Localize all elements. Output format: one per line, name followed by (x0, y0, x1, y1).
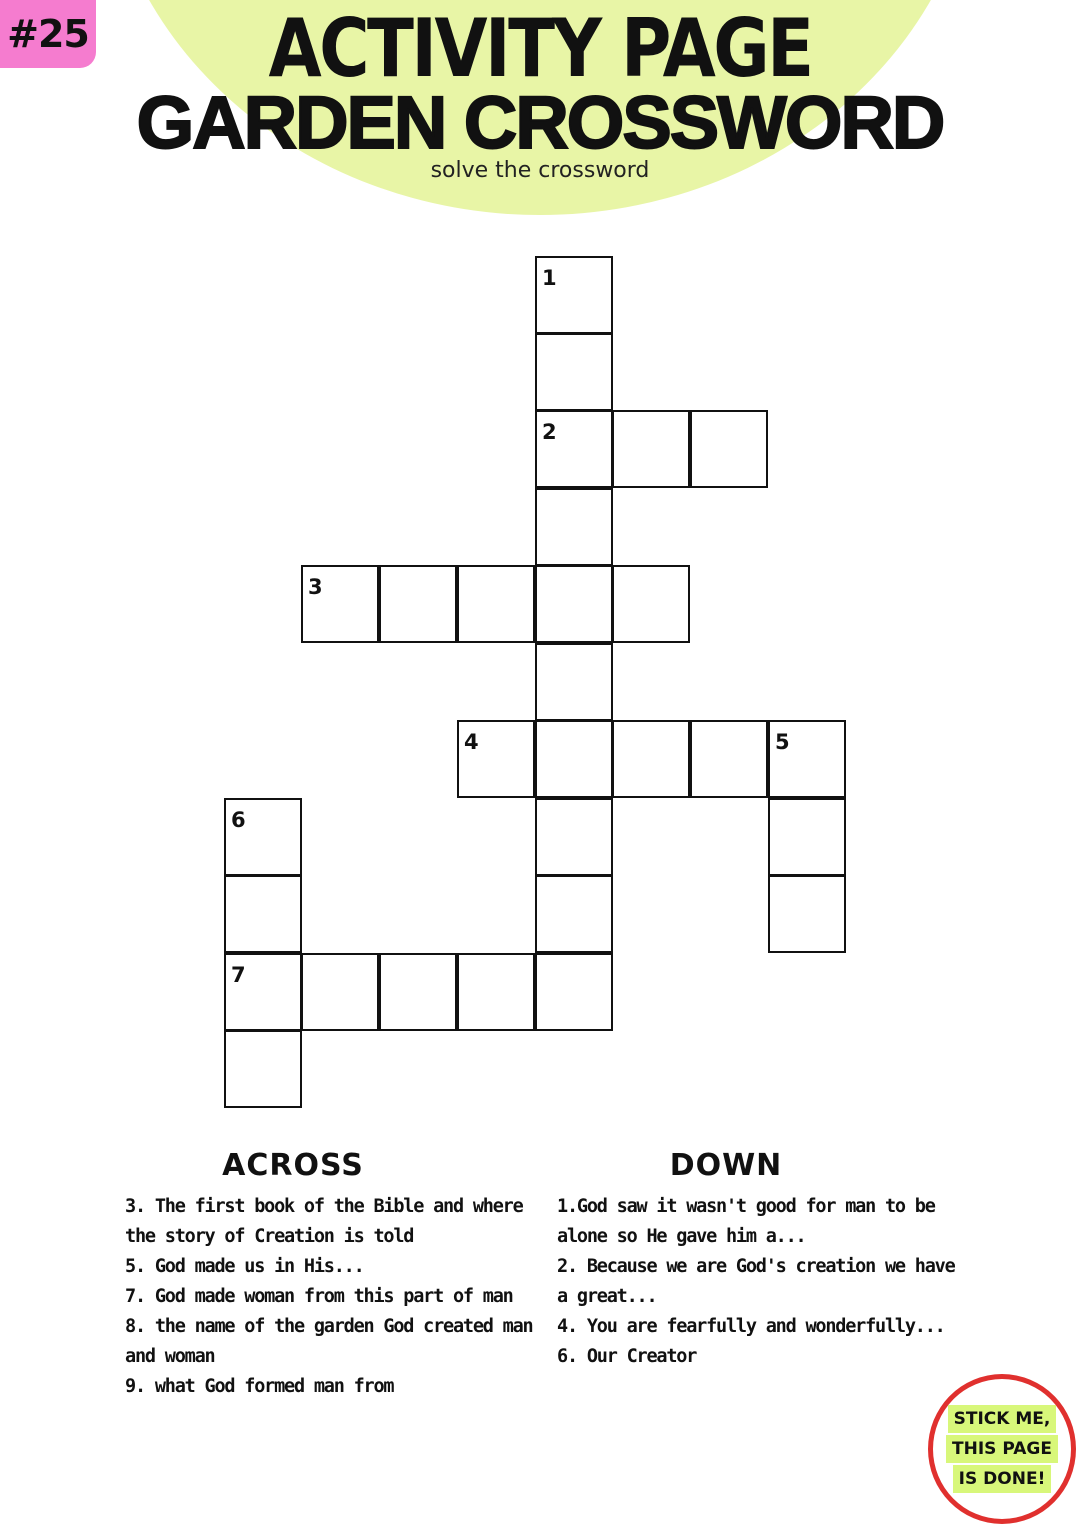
crossword-cell[interactable] (535, 410, 613, 488)
crossword-cell[interactable] (301, 953, 379, 1031)
clue-number: 7 (231, 963, 246, 987)
crossword-cell[interactable] (224, 953, 302, 1031)
sticker-line: IS DONE! (953, 1465, 1052, 1493)
crossword-cell[interactable] (768, 720, 846, 798)
crossword-cell[interactable] (535, 565, 613, 643)
list-item: 7. God made woman from this part of man (125, 1286, 513, 1307)
crossword-cell[interactable] (612, 410, 690, 488)
list-item: 3. The first book of the Bible and where the story of Creation is told (125, 1196, 523, 1247)
clue-number: 4 (464, 730, 479, 754)
crossword-cell[interactable] (224, 1030, 302, 1108)
list-item: 2. Because we are God's creation we have a great... (557, 1256, 955, 1307)
page-number-badge: #25 (0, 0, 96, 68)
clue-number: 6 (231, 808, 246, 832)
down-clue-list (557, 1192, 967, 1372)
sticker-line: STICK ME, (948, 1405, 1057, 1433)
crossword-cell[interactable] (301, 565, 379, 643)
list-item: 6. Our Creator (557, 1346, 697, 1367)
page-title: ACTIVITY PAGE (268, 2, 812, 95)
clue-number: 2 (542, 420, 557, 444)
down-heading: DOWN (669, 1148, 783, 1183)
crossword-cell[interactable] (379, 565, 457, 643)
list-item: 4. You are fearfully and wonderfully... (557, 1316, 945, 1337)
crossword-cell[interactable] (768, 798, 846, 876)
crossword-cell[interactable] (612, 720, 690, 798)
crossword-cell[interactable] (612, 565, 690, 643)
crossword-cell[interactable] (535, 953, 613, 1031)
crossword-cell[interactable] (535, 720, 613, 798)
crossword-cell[interactable] (457, 565, 535, 643)
crossword-cell[interactable] (379, 953, 457, 1031)
crossword-cell[interactable] (535, 333, 613, 411)
list-item: 8. the name of the garden God created man and woman (125, 1316, 533, 1367)
clue-number: 1 (542, 266, 557, 290)
crossword-cell[interactable] (690, 410, 768, 488)
list-item: 1.God saw it wasn't good for man to be alone so He gave him a... (557, 1196, 935, 1247)
crossword-cell[interactable] (535, 875, 613, 953)
crossword-title: GARDEN CROSSWORD (136, 81, 944, 164)
crossword-cell[interactable] (224, 875, 302, 953)
list-item: 9. what God formed man from (125, 1376, 394, 1397)
crossword-cell[interactable] (535, 488, 613, 566)
crossword-cell[interactable] (224, 798, 302, 876)
crossword-cell[interactable] (535, 798, 613, 876)
sticker-line: THIS PAGE (946, 1435, 1058, 1463)
clue-number: 3 (308, 575, 323, 599)
list-item: 5. God made us in His... (125, 1256, 364, 1277)
crossword-cell[interactable] (768, 875, 846, 953)
across-heading: ACROSS (222, 1148, 364, 1183)
across-clue-list (125, 1192, 545, 1402)
crossword-cell[interactable] (457, 720, 535, 798)
clue-number: 5 (775, 730, 790, 754)
crossword-cell[interactable] (457, 953, 535, 1031)
crossword-cell[interactable] (690, 720, 768, 798)
instruction-text: solve the crossword (430, 158, 650, 183)
crossword-cell[interactable] (535, 643, 613, 721)
crossword-cell[interactable] (535, 256, 613, 334)
completion-sticker[interactable] (928, 1374, 1076, 1524)
